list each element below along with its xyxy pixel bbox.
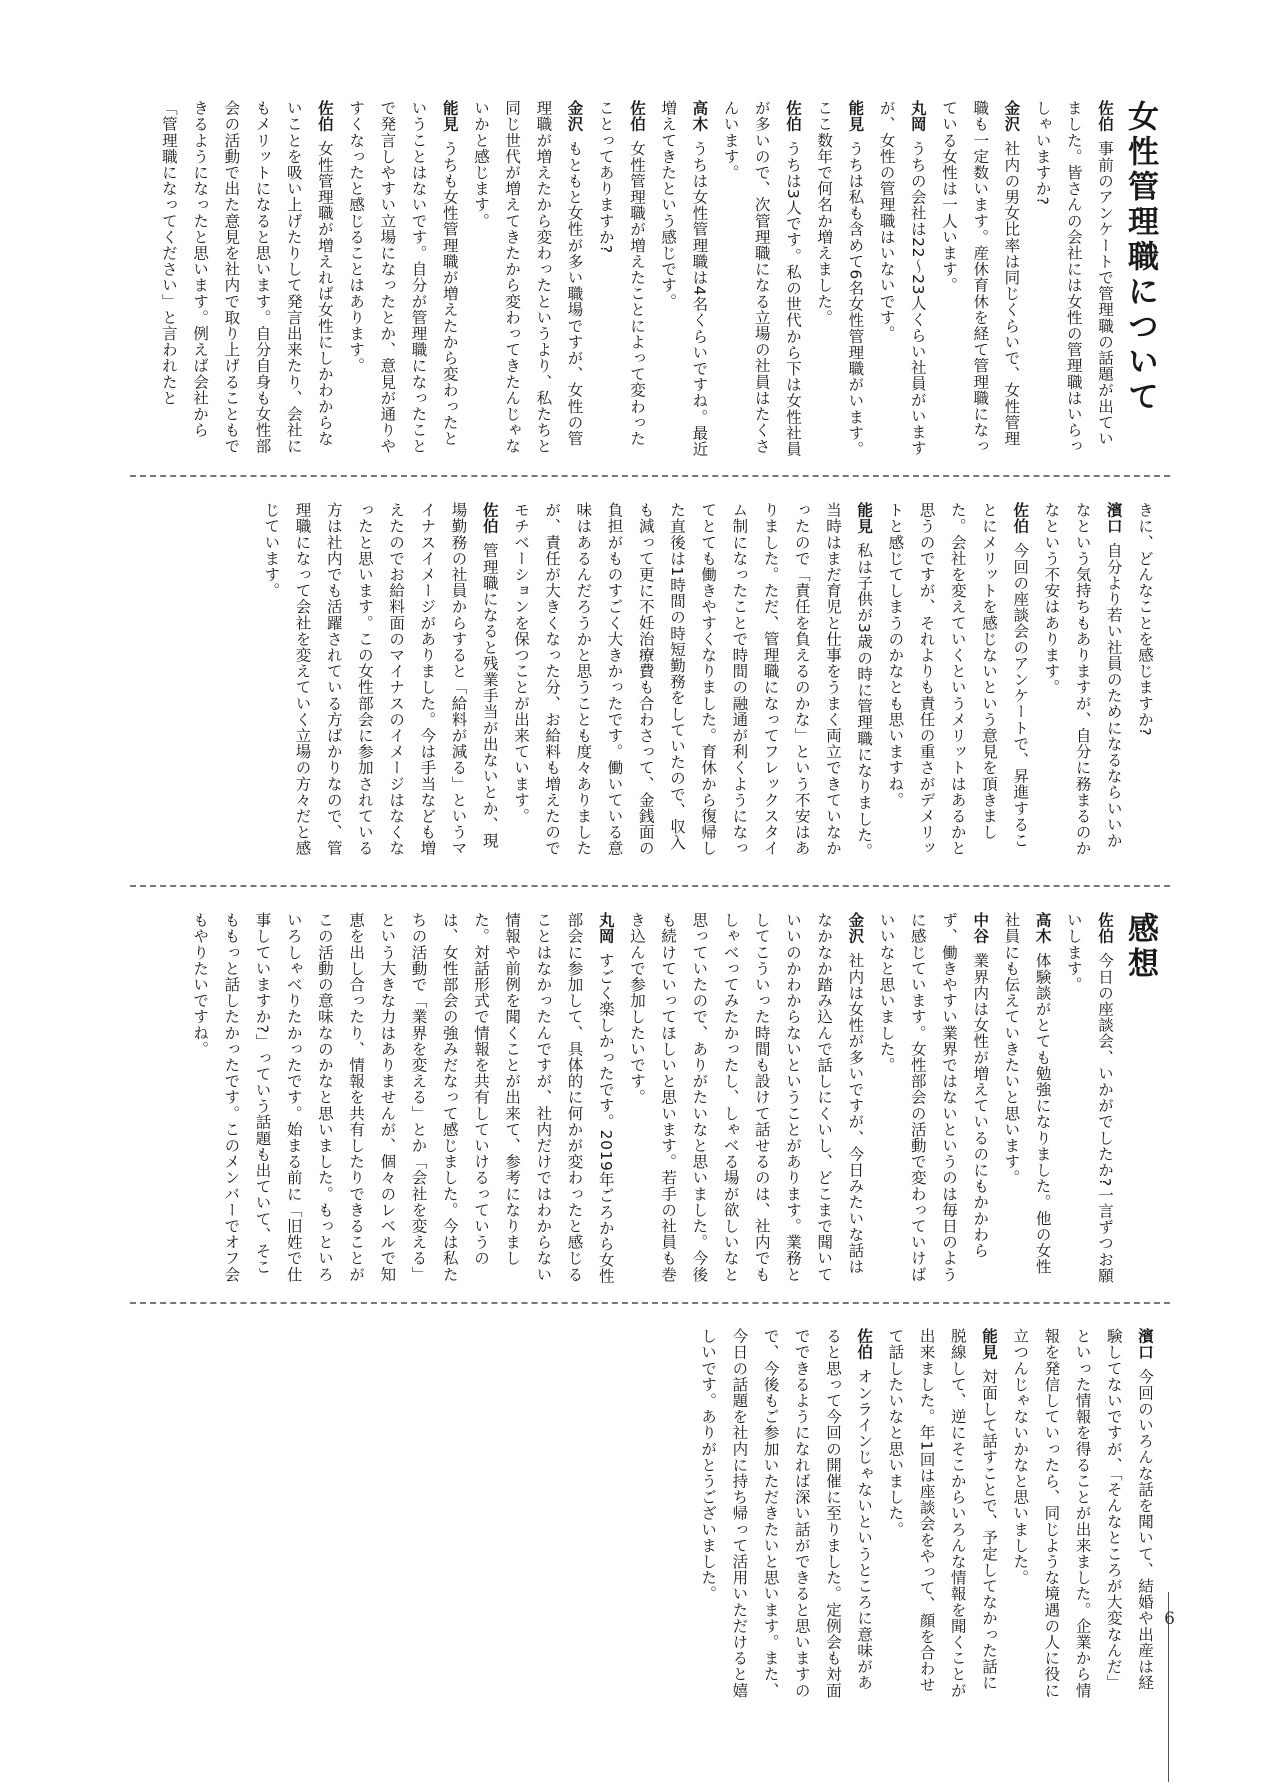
dialogue-paragraph (933, 100, 1027, 460)
speech-text: 社内の男女比率は同じくらいで、女性管理職も一定数います。産休育休を経て管理職になっている女性は一人います。 (939, 100, 1021, 455)
speech-text: 自分より若い社員のためになるならいいかなという気持ちもありますが、自分に務まるのかなという不安はあります。 (1042, 502, 1123, 857)
speaker-name: 佐伯 (855, 1328, 874, 1361)
dialogue-paragraph (995, 912, 1057, 1287)
speaker-name: 高木 (1033, 912, 1052, 945)
speech-text: うちは私も含めて6名女性管理職がいます。ここ数年で何名か増えました。 (815, 100, 865, 457)
divider (130, 475, 1170, 477)
speaker-name: 能見 (440, 100, 459, 133)
section-female-managers (150, 100, 1160, 460)
dialogue-paragraph (808, 100, 870, 460)
speaker-name: 佐伯 (1096, 912, 1114, 945)
dialogue-paragraph (465, 100, 590, 460)
speech-text: 今回の座談会のアンケートで、昇進することにメリットを感じないという意見を頂きました。会社を変えていくというメリットはあるかと思うのですが、それよりも責任の重さがデメリットと感じてしまうのかなとも思いますね。 (886, 502, 1030, 857)
dialogue-paragraph (340, 100, 465, 460)
speech-text: うちの会社は22〜23人くらい社員がいますが、女性の管理職はいないです。 (877, 100, 927, 457)
text-column-1 (153, 100, 1160, 460)
speaker-name: 中谷 (971, 912, 990, 945)
dialogue-paragraph (1026, 100, 1120, 460)
speaker-name: 金沢 (1002, 100, 1021, 133)
dialogue-paragraph (590, 100, 652, 460)
speech-text: 対面して話すことで、予定してなかった話に脱線して、逆にそこからいろんな情報を聞くことが出来ました。年1回は座談会をやって、顔を合わせて話したいなと思いました。 (886, 1328, 998, 1699)
speech-text: 女性管理職が増えれば女性にしかわからないことを吸い上げたりして発言出来たり、会社にもメリットになると思います。自分自身も女性部会の活動で出た意見を社内で取り上げることもできるようになったと思います。例えば会社から「管理職になってください」と言われたと (159, 100, 334, 455)
speech-text: うちも女性管理職が増えたから変わったということはないです。自分が管理職になったことで発言しやすい立場になったとか、意見が通りやすくなったと感じることはあります。 (347, 100, 459, 455)
page-number: 6 (1164, 1609, 1175, 1629)
dialogue-paragraph (870, 100, 932, 460)
speaker-name: 金沢 (565, 100, 584, 133)
speech-text: もともと女性が多い職場ですが、女性の管理職が増えたから変わったというより、私たちと同じ世代が増えてきたから変わってきたんじゃないかと感じます。 (471, 100, 584, 455)
speaker-name: 能見 (846, 100, 865, 133)
speaker-name: 能見 (979, 1328, 998, 1361)
speaker-name: 佐伯 (1096, 100, 1114, 133)
speaker-name: 高木 (690, 100, 709, 133)
speaker-name: 能見 (855, 502, 874, 535)
text-column-2 (255, 502, 1160, 862)
speech-text: 今日の座談会、いかがでしたか?一言ずつお願いします。 (1064, 912, 1114, 1284)
speaker-name: 丸岡 (596, 912, 615, 945)
text-column-4 (692, 1328, 1160, 1703)
dialogue-paragraph (870, 912, 995, 1287)
dialogue-paragraph (153, 100, 340, 460)
speaker-name: 丸岡 (908, 100, 927, 133)
dialogue-paragraph (714, 100, 808, 460)
dialogue-paragraph (879, 1328, 1004, 1703)
speech-text: うちは3人です。私の世代から下は女性社員が多いので、次管理職になる立場の社員はたくさんいます。 (721, 100, 802, 457)
dialogue-paragraph (879, 502, 1035, 862)
section-heading: 感想 (1122, 912, 1158, 982)
speaker-name: 佐伯 (1011, 502, 1030, 535)
speech-text: 今回のいろんな話を聞いて、結婚や出産は経験してないですが、「そんなところが大変なんだ」といった情報を得ることが出来ました。企業から情報を発信していったら、同じような境遇の人に役に立つんじゃないかなと思いました。 (1011, 1328, 1154, 1699)
text-column-3 (184, 912, 1160, 1287)
divider (130, 885, 1170, 887)
speaker-name: 佐伯 (783, 100, 802, 133)
dialogue-paragraph (1004, 1328, 1160, 1703)
section-impressions-continued (150, 1328, 1160, 1703)
speaker-name: 佐伯 (480, 502, 499, 535)
dialogue-paragraph (1035, 502, 1129, 862)
speech-text: オンラインじゃないというところに意味があると思って今回の開催に至りました。定例会も対面でできるようになれば深い話ができると思いますので、今後もご参加いただきたいと思います。また、今日の話題を社内に持ち帰って活用いただけると嬉しいです。ありがとうございました。 (699, 1328, 874, 1699)
dialogue-paragraph (184, 912, 621, 1287)
speech-text: きに、どんなことを感じますか? (1136, 502, 1154, 737)
speaker-name: 佐伯 (627, 100, 646, 133)
speech-text: 社内は女性が多いですが、今日みたいな話はなかなか踏み込んで話しにくいし、どこまで聞いていいのかわからないということがあります。業務としてこういった時間も設けて話せるのは、社内でもしゃべってみたかったし、しゃべる場が欲しいなと思っていたので、ありがたいなと思いました。今後も続けていってほしいと思います。若手の社員も巻き込んで参加したいです。 (627, 912, 865, 1283)
speaker-name: 金沢 (846, 912, 865, 945)
speech-text: 事前のアンケートで管理職の話題が出ていました。皆さんの会社には女性の管理職はいらっしゃいますか? (1033, 100, 1114, 455)
divider (130, 1302, 1170, 1304)
speech-text: 女性管理職が増えたことによって変わったことってありますか? (596, 100, 646, 447)
speech-text: すごく楽しかったです。2019年ごろから女性部会に参加して、具体的に何かが変わったと感じることはなかったんですが、社内だけではわからない情報や前例を聞くことが出来て、参考になりました。対話形式で情報を共有していけるっていうのは、女性部会の強みだなって感じました。今は私たちの活動で「業界を変える」とか「会社を変える」という大きな力はありませんが、個々のレベルで知恵を出し合ったり、情報を共有したりできることがこの活動の意味なのかなと思いました。もっといろいろしゃべりたかったです。始まる前に「旧姓で仕事していますか?」っていう話題も出ていて、そこももっと話したかったです。このメンバーでオフ会もやりたいですね。 (191, 912, 615, 1285)
section-heading: 女性管理職について (1122, 100, 1158, 415)
speaker-name: 濱口 (1104, 502, 1123, 535)
speaker-name: 佐伯 (315, 100, 334, 133)
dialogue-paragraph (255, 502, 505, 862)
dialogue-paragraph (505, 502, 879, 862)
speech-text: 体験談がとても勉強になりました。他の女性社員にも伝えていきたいと思います。 (1002, 912, 1052, 1275)
section-impressions (150, 912, 1160, 1287)
speaker-name: 濱口 (1136, 1328, 1154, 1361)
speech-text: 私は子供が3歳の時に管理職になりました。当時はまだ育児と仕事をうまく両立できていなかったので「責任を負えるのかな」という不安はありました。ただ、管理職になってフレックスタイム制になったことで時間の融通が利くようになってとても働きやすくなりました。育休から復帰した直後は1時間の時短勤務をしていたので、収入も減って更に不妊治療費も合わさって、金銭面の負担がものすごく大きかったです。働いている意味はあるんだろうかと思うことも度々ありましたが、責任が大きくなった分、お給料も増えたのでモチベーションを保つことが出来ています。 (511, 502, 874, 859)
speech-text: 業界内は女性が増えているのにもかかわらず、働きやすい業界ではないというのは毎日のように感じています。女性部会の活動で変わっていけばいいなと思いました。 (877, 912, 990, 1283)
speech-text: うちは女性管理職は4名くらいですね。最近増えてきたという感じです。 (659, 100, 709, 457)
dialogue-paragraph (1129, 502, 1160, 862)
dialogue-paragraph (652, 100, 714, 460)
dialogue-paragraph (692, 1328, 879, 1703)
section-female-managers-continued (150, 502, 1160, 862)
dialogue-paragraph (1058, 912, 1120, 1287)
dialogue-paragraph (621, 912, 871, 1287)
speech-text: 管理職になると残業手当が出ないとか、現場勤務の社員からすると「給料が減る」というマイナスイメージがありました。今は手当なども増えたのでお給料面のマイナスのイメージはなくなったと思います。この女性部会に参加されている方は社内でも活躍されている方ばかりなので、管理職になって会社を変えていく立場の方々だと感じています。 (262, 502, 499, 857)
